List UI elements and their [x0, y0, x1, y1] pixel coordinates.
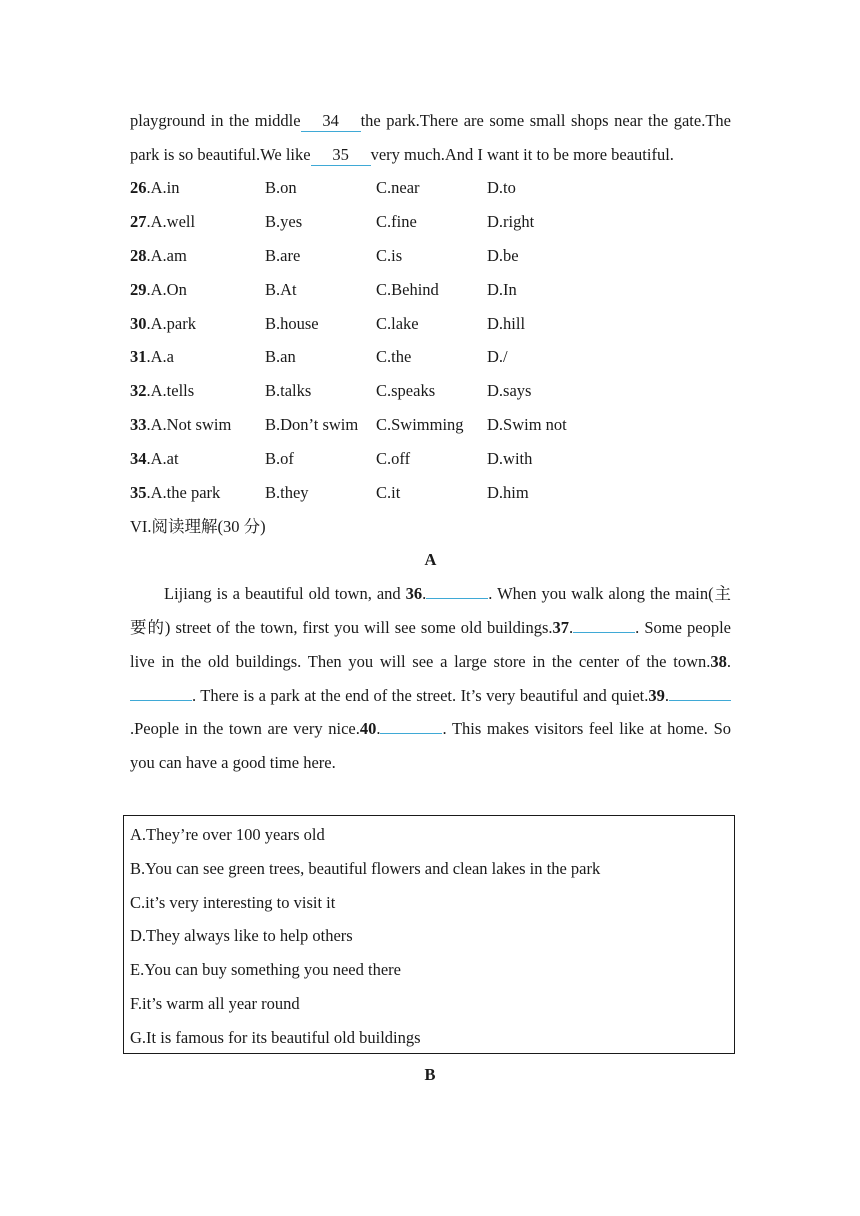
blank-34[interactable]: 34	[301, 111, 361, 132]
blank-39[interactable]	[669, 700, 731, 701]
blank-36[interactable]	[426, 598, 488, 599]
option-c[interactable]: C.the	[376, 347, 412, 367]
choice-e[interactable]: E.You can buy something you need there	[130, 960, 401, 980]
option-row	[130, 239, 731, 273]
option-b[interactable]: B.house	[265, 313, 319, 333]
option-c[interactable]: C.it	[376, 482, 401, 502]
option-c[interactable]: C.speaks	[376, 381, 436, 401]
option-b[interactable]: B.At	[265, 279, 297, 299]
choice-a[interactable]: A.They’re over 100 years old	[130, 825, 325, 844]
part-b-heading: B	[424, 1065, 436, 1084]
option-b[interactable]: B.of	[265, 448, 294, 468]
option-row	[130, 341, 731, 375]
option-b[interactable]: B.on	[265, 178, 297, 198]
choices-box	[123, 815, 735, 1054]
option-d[interactable]: D.right	[487, 212, 535, 232]
passage-text: Lijiang is a beautiful old town, and	[164, 584, 406, 604]
question-number: 37	[552, 617, 570, 637]
question-number: 40	[359, 719, 377, 739]
option-d[interactable]: D.In	[487, 279, 517, 299]
option-c[interactable]: C.near	[376, 178, 420, 198]
option-d[interactable]: D.him	[487, 482, 529, 502]
option-row	[130, 307, 731, 341]
option-a[interactable]: .A.Not swim	[146, 415, 232, 435]
question-number: 34	[130, 448, 147, 468]
choice-c[interactable]: C.it’s very interesting to visit it	[130, 892, 336, 912]
option-b[interactable]: B.talks	[265, 381, 312, 401]
passage-text: .People in the town are very nice.	[130, 719, 360, 739]
option-row	[130, 273, 731, 307]
question-number: 33	[130, 415, 147, 435]
choice-g[interactable]: G.It is famous for its beautiful old buildings	[130, 1027, 421, 1047]
option-row	[130, 374, 731, 408]
option-d[interactable]: D.to	[487, 178, 516, 198]
option-b[interactable]: B.an	[265, 347, 296, 367]
option-d[interactable]: D.says	[487, 381, 532, 401]
question-number: 26	[130, 178, 147, 198]
option-d[interactable]: D.with	[487, 448, 533, 468]
option-a[interactable]: .A.well	[146, 212, 196, 232]
passage-text: playground in the middle	[130, 111, 301, 130]
option-d[interactable]: D.hill	[487, 313, 526, 333]
part-a-heading: A	[424, 550, 437, 570]
option-b[interactable]: B.they	[265, 482, 309, 502]
option-row	[130, 476, 731, 510]
passage-a: Lijiang is a beautiful old town, and 36. . When you walk along the main(主要的) street of the town, first you will see some old buildings.37. . Some people live in the old buildings. Then you will see a large store in the center of the town.38.. There is a park at the end of the street. It’s very beautiful and quiet.39..People in the town are very nice.40. . This makes visitors feel like at home. So you can have a good time here.	[130, 584, 731, 773]
option-a[interactable]: .A.a	[146, 347, 174, 367]
worksheet-page	[130, 104, 731, 780]
option-a[interactable]: .A.at	[146, 448, 179, 468]
passage-text: . Some people live in the old buildings. Then you will see a large store in the center of the town.	[130, 617, 731, 671]
option-c[interactable]: C.lake	[376, 313, 419, 333]
option-a[interactable]: .A.park	[146, 313, 196, 333]
blank-38[interactable]	[130, 700, 192, 701]
option-c[interactable]: C.off	[376, 448, 411, 468]
question-number: 29	[130, 279, 147, 299]
passage-text: . When you walk along the main(主要的) street of the town, first you will see some old buildings.	[130, 584, 731, 637]
option-a[interactable]: .A.tells	[146, 381, 195, 401]
option-a[interactable]: .A.in	[146, 178, 180, 198]
option-a[interactable]: .A.am	[146, 246, 187, 266]
option-row	[130, 408, 731, 442]
blank-40[interactable]	[380, 733, 442, 734]
blank-35[interactable]: 35	[311, 145, 371, 166]
option-b[interactable]: B.Don’t swim	[265, 415, 359, 435]
option-a[interactable]: .A.the park	[146, 482, 221, 502]
question-number: 38	[710, 651, 727, 671]
options-list	[130, 172, 731, 510]
passage-text: very much.And I want it to be more beautiful.	[370, 144, 674, 164]
passage-text: . There is a park at the end of the street. It’s very beautiful and quiet.	[192, 685, 649, 705]
passage-ending	[130, 104, 731, 172]
option-d[interactable]: D.be	[487, 246, 519, 266]
question-number: 39	[648, 685, 665, 705]
question-number: 28	[130, 246, 147, 266]
passage-text: the park.There are some small shops near the gate.The park is so beautiful.We like	[130, 111, 731, 164]
choice-d[interactable]: D.They always like to help others	[130, 926, 353, 946]
option-row	[130, 172, 731, 206]
choice-f[interactable]: F.it’s warm all year round	[130, 993, 300, 1013]
option-d[interactable]: D.Swim not	[487, 415, 567, 435]
option-row	[130, 442, 731, 476]
question-number: 30	[130, 313, 147, 333]
option-c[interactable]: C.Swimming	[376, 415, 464, 435]
option-d[interactable]: D./	[487, 347, 508, 367]
section-title: VI.阅读理解(30 分)	[130, 516, 266, 536]
option-c[interactable]: C.is	[376, 246, 403, 266]
question-number: 31	[130, 347, 147, 367]
blank-37[interactable]	[573, 632, 635, 633]
question-number: 27	[130, 212, 147, 232]
passage-text: . This makes visitors feel like at home. So you can have a good time here.	[130, 719, 731, 773]
option-row	[130, 205, 731, 239]
question-number: 32	[130, 381, 147, 401]
option-b[interactable]: B.are	[265, 246, 301, 266]
question-number: 35	[130, 482, 147, 502]
option-a[interactable]: .A.On	[146, 279, 187, 299]
question-number: 36	[405, 584, 423, 604]
option-b[interactable]: B.yes	[265, 212, 303, 232]
option-c[interactable]: C.fine	[376, 212, 417, 232]
choice-b[interactable]: B.You can see green trees, beautiful flowers and clean lakes in the park	[130, 858, 601, 878]
option-c[interactable]: C.Behind	[376, 279, 439, 299]
